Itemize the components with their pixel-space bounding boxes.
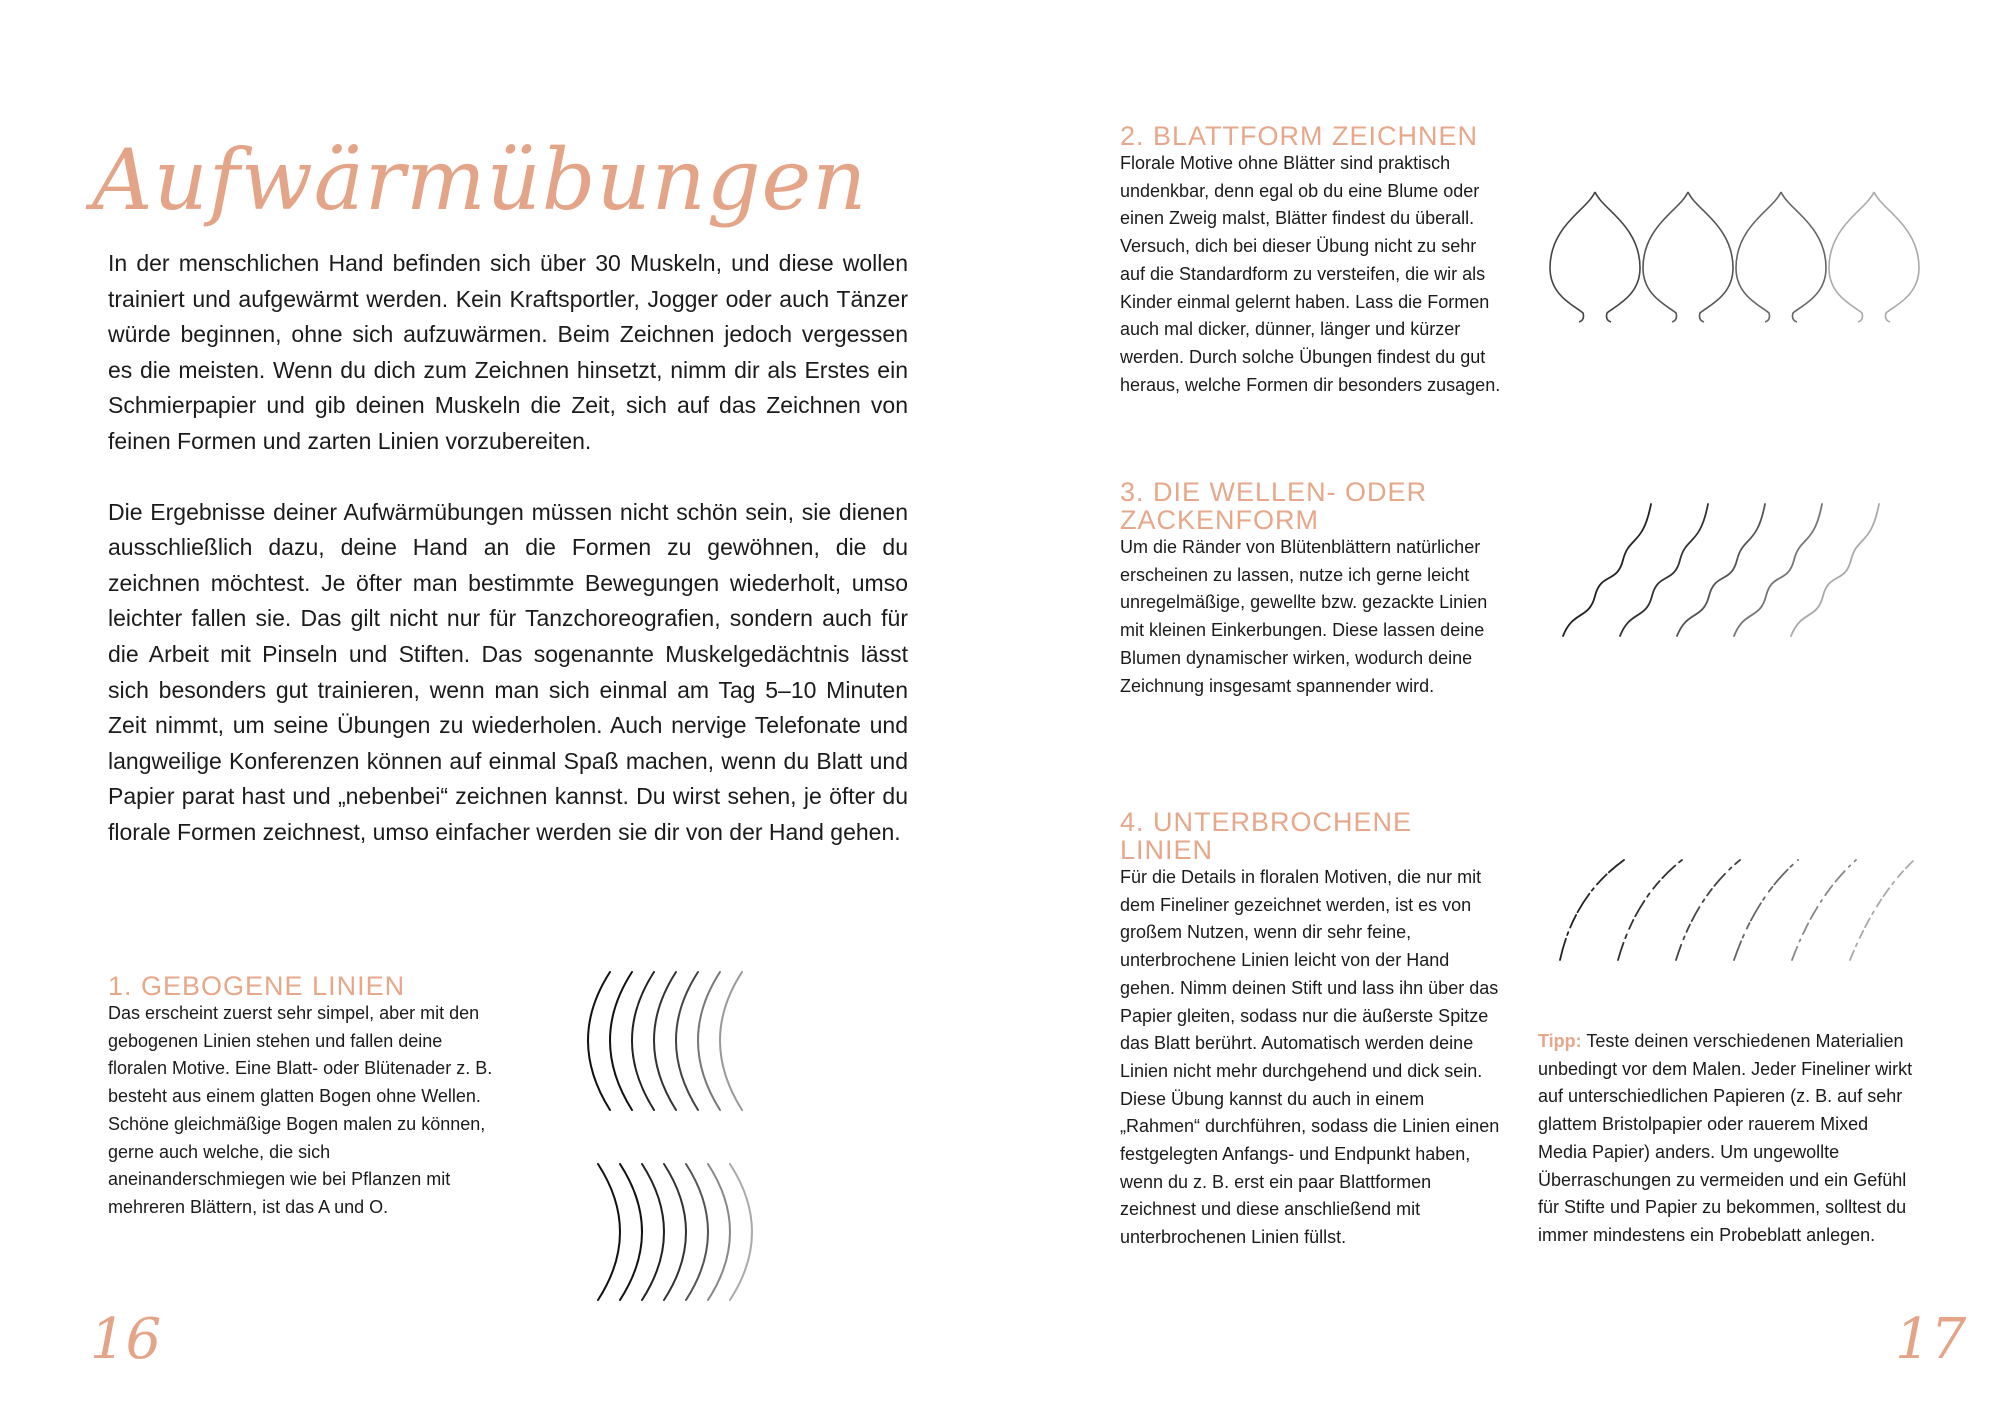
page-number-right: 17 xyxy=(1895,1307,1967,1372)
page-number-left: 16 xyxy=(90,1307,162,1372)
section-4 xyxy=(1120,808,1506,1252)
section-2-heading: 2. BLATTFORM ZEICHNEN xyxy=(1120,121,1479,151)
section-4-body: Für die Details in floralen Motiven, die nur mit dem Fineliner gezeichnet werden, ist es von großem Nutzen, wenn dir sehr feine, unterbrochene Linien leicht von der Hand gehen. Nimm deinen Stift und lass ihn über das Papier gleiten, sodass nur die äußerste Spitze das Blatt berührt. Automatisch werden deine Linien nicht mehr durchgehend und dick sein. Diese Übung kannst du auch in einem „Rahmen“ durchführen, sodass die Linien einen festgelegten Anfangs- und Endpunkt haben, wenn du z. B. erst ein paar Blattformen zeichnest und diese anschließend mit unterbrochenen Linien füllst. xyxy=(1120,867,1500,1248)
section-1-body: Das erscheint zuerst sehr simpel, aber mit den gebogenen Linien stehen und fallen deine floralen Motive. Eine Blatt- oder Blütenader z. B. besteht aus einem glatten Bogen ohne Wellen. Schöne gleichmäßige Bogen malen zu können, gerne auch welche, die sich aneinanderschmiegen wie bei Pflanzen mit mehreren Blättern, ist das A und O. xyxy=(108,1003,493,1217)
section-1-heading: 1. GEBOGENE LINIEN xyxy=(108,971,406,1001)
section-1 xyxy=(108,972,496,1222)
leaf-shapes-illustration xyxy=(1545,188,1925,328)
section-3-body: Um die Ränder von Blütenblättern natürlicher erscheinen zu lassen, nutze ich gerne leicht unregelmäßige, gewellte bzw. gezackte Linien mit kleinen Einkerbungen. Diese lassen deine Blumen dynamischer wirken, wodurch deine Zeichnung insgesamt spannender wird. xyxy=(1120,537,1488,696)
page-title: Aufwärmübungen xyxy=(92,131,868,229)
section-4-heading-line-2: LINIEN xyxy=(1120,835,1214,865)
intro-text xyxy=(108,246,908,851)
arc-lines-illustration xyxy=(580,960,820,1300)
section-3-heading-line-1: 3. DIE WELLEN- ODER xyxy=(1120,477,1428,507)
section-2-body: Florale Motive ohne Blätter sind praktisch undenkbar, denn egal ob du eine Blume oder einen Zweig malst, Blätter findest du überall. Versuch, dich bei dieser Übung nicht zu sehr auf die Standardform zu versteifen, die wir als Kinder einmal gelernt haben. Lass die Formen auch mal dicker, dünner, länger und kürzer werden. Durch solche Übungen findest du gut heraus, welche Formen dir besonders zusagen. xyxy=(1120,153,1501,395)
section-4-heading-line-1: 4. UNTERBROCHENE xyxy=(1120,807,1413,837)
section-3-heading-line-2: ZACKENFORM xyxy=(1120,505,1319,535)
tip-body: Teste deinen verschiedenen Materialien unbedingt vor dem Malen. Jeder Fineliner wirkt auf unterschiedlichen Papieren (z. B. auf sehr glattem Bristolpapier oder rauerem Mixed Media Papier) anders. Um ungewollte Überraschungen zu vermeiden und ein Gefühl für Stifte und Papier zu bekommen, solltest du immer mindestens ein Probeblatt anlegen. xyxy=(1538,1031,1913,1245)
section-3 xyxy=(1120,478,1506,700)
tip-label: Tipp: xyxy=(1538,1031,1582,1051)
wave-lines-illustration xyxy=(1555,500,1915,640)
dashed-lines-illustration xyxy=(1552,856,1922,964)
tip-box xyxy=(1538,1028,1918,1250)
intro-paragraph-2: Die Ergebnisse deiner Aufwärmübungen müssen nicht schön sein, sie dienen ausschließlich dazu, deine Hand an die Formen zu gewöhnen, die du zeichnen möchtest. Je öfter man bestimmte Bewegungen wiederholt, umso leichter fallen sie. Das gilt nicht nur für Tanzchoreografien, sondern auch für die Arbeit mit Pinseln und Stiften. Das sogenannte Muskelgedächtnis lässt sich besonders gut trainieren, wenn man sich einmal am Tag 5–10 Minuten Zeit nimmt, um seine Übungen zu wiederholen. Auch nervige Telefonate und langweilige Konferenzen können auf einmal Spaß machen, wenn du Blatt und Papier parat hast und „nebenbei“ zeichnen kannst. Du wirst sehen, je öfter du florale Formen zeichnest, umso einfacher werden sie dir von der Hand gehen. xyxy=(108,498,908,845)
section-2 xyxy=(1120,122,1506,399)
tip-text xyxy=(1538,1028,1918,1250)
intro-paragraph-1: In der menschlichen Hand befinden sich über 30 Muskeln, und diese wollen trainiert und aufgewärmt werden. Kein Kraftsportler, Jogger oder auch Tänzer würde beginnen, ohne sich aufzuwärmen. Beim Zeichnen jedoch vergessen es die meisten. Wenn du dich zum Zeichnen hinsetzt, nimm dir als Erstes ein Schmierpapier und gib deinen Muskeln die Zeit, sich auf das Zeichnen von feinen Formen und zarten Linien vorzubereiten. xyxy=(108,250,908,454)
